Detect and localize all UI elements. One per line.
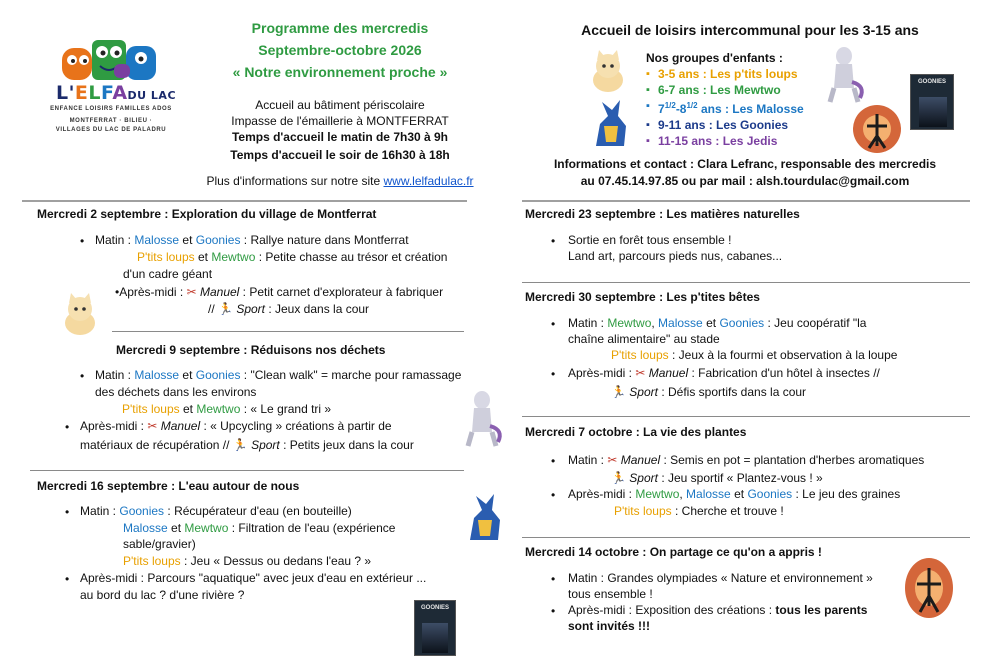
s3-line-6: au bord du lac ? d'une rivière ? — [80, 588, 245, 602]
jedi-picture — [852, 104, 902, 154]
bullet: • — [551, 317, 556, 331]
morning-hours: Temps d'accueil le matin de 7h30 à 9h — [231, 130, 449, 144]
cat-picture — [58, 290, 102, 338]
s6-line-3: Après-midi : Mewtwo, Malosse et Goonies : Le jeu des graines — [568, 487, 901, 501]
divider — [30, 470, 464, 471]
contact-line-1: Informations et contact : Clara Lefranc, responsable des mercredis — [553, 157, 937, 171]
s5-line-2: chaîne alimentaire" au stade — [568, 332, 720, 346]
s6-line-1: Matin : ✂ Manuel : Semis en pot = plantation d'herbes aromatiques — [568, 453, 925, 467]
divider — [22, 200, 467, 202]
divider — [522, 282, 970, 283]
group-goonies: ▪ 9-11 ans : Les Goonies — [646, 117, 846, 133]
s3-line-3: sable/gravier) — [123, 537, 196, 551]
program-title: Programme des mercredis — [251, 20, 429, 36]
s5-line-3: P'tits loups : Jeux à la fourmi et observation à la loupe — [611, 348, 898, 362]
s3-line-4: P'tits loups : Jeu « Dessus ou dedans l'eau ? » — [123, 554, 372, 568]
s7-line-3: Après-midi : Exposition des créations : tous les parents — [568, 603, 868, 617]
s2-line-4: Après-midi : ✂ Manuel : « Upcycling » créations à partir de — [80, 419, 392, 433]
s1-line-5: // 🏃 Sport : Jeux dans la cour — [208, 302, 370, 316]
evening-hours: Temps d'accueil le soir de 16h30 à 18h — [230, 148, 450, 162]
mewtwo-picture — [460, 386, 504, 448]
section-title-sep-30: Mercredi 30 septembre : Les p'tites bêtes — [525, 290, 760, 304]
groups-title: Nos groupes d'enfants : — [646, 51, 783, 65]
section-title-oct-14: Mercredi 14 octobre : On partage ce qu'on a appris ! — [525, 545, 822, 559]
groups-list — [646, 50, 846, 149]
mewtwo-picture — [822, 42, 866, 104]
s3-line-5: Après-midi : Parcours "aquatique" avec jeux d'eau en extérieur ... — [80, 571, 427, 585]
divider — [112, 331, 464, 332]
location-line-1: Accueil au bâtiment périscolaire — [255, 98, 425, 112]
logo-subtitle-2: MONTFERRAT · BILIEU · — [69, 118, 153, 124]
s6-line-4: P'tits loups : Cherche et trouve ! — [614, 504, 784, 518]
group-mewtwo: ▪ 6-7 ans : Les Mewtwo — [646, 82, 846, 98]
location-line-2: Impasse de l'émaillerie à MONTFERRAT — [231, 114, 449, 128]
s1-line-2: P'tits loups et Mewtwo : Petite chasse au trésor et création — [137, 250, 448, 264]
s3-line-1: Matin : Goonies : Récupérateur d'eau (en bouteille) — [80, 504, 352, 518]
goonies-poster: GOONIES — [414, 600, 456, 656]
bullet: • — [80, 369, 85, 383]
s1-line-3: d'un cadre géant — [123, 267, 213, 281]
program-period: Septembre-octobre 2026 — [258, 42, 422, 58]
group-malosse: ▪ $7^{1/2}-8^{1/2}$ ans : Les Malosse — [646, 98, 846, 117]
scissors-icon: ✂ — [635, 366, 646, 380]
s3-line-2: Malosse et Mewtwo : Filtration de l'eau (expérience — [123, 521, 396, 535]
runner-icon: 🏃 — [611, 471, 626, 485]
logo-title: L'ELFADU LAC — [55, 82, 177, 104]
bullet: • — [551, 488, 556, 502]
bullet: • — [65, 505, 70, 519]
runner-icon: 🏃 — [218, 302, 233, 316]
goonies-poster: GOONIES — [910, 74, 954, 130]
section-title-sep-23: Mercredi 23 septembre : Les matières naturelles — [525, 207, 800, 221]
divider — [522, 200, 970, 202]
s4-line-2: Land art, parcours pieds nus, cabanes... — [568, 249, 783, 263]
section-title-sep-16: Mercredi 16 septembre : L'eau autour de nous — [37, 479, 300, 493]
section-title-sep-2: Mercredi 2 septembre : Exploration du village de Montferrat — [37, 207, 377, 221]
s7-line-1: Matin : Grandes olympiades « Nature et environnement » — [568, 571, 873, 585]
contact-line-2: au 07.45.14.97.85 ou par mail : alsh.tourdulac@gmail.com — [580, 174, 910, 188]
runner-icon: 🏃 — [611, 385, 626, 399]
scissors-icon: ✂ — [186, 285, 197, 299]
bullet: • — [65, 572, 70, 586]
s2-line-5: matériaux de récupération // 🏃 Sport : Petits jeux dans la cour — [80, 438, 414, 452]
runner-icon: 🏃 — [232, 438, 248, 452]
bullet: • — [80, 234, 85, 248]
cat-picture — [586, 48, 630, 94]
logo-subtitle-3: VILLAGES DU LAC DE PALADRU — [55, 127, 167, 133]
blue-creature-picture — [462, 490, 508, 546]
s5-line-1: Matin : Mewtwo, Malosse et Goonies : Jeu coopératif "la — [568, 316, 867, 330]
program-theme: « Notre environnement proche » — [232, 64, 448, 80]
jedi-picture — [904, 556, 954, 620]
bullet: • — [551, 234, 556, 248]
bullet: • — [551, 604, 556, 618]
s5-line-4: Après-midi : ✂ Manuel : Fabrication d'un hôtel à insectes // — [568, 366, 880, 380]
s1-line-4: •Après-midi : ✂ Manuel : Petit carnet d'explorateur à fabriquer — [115, 285, 444, 299]
s5-line-5: 🏃 Sport : Défis sportifs dans la cour — [611, 385, 807, 399]
s1-line-1: Matin : Malosse et Goonies : Rallye nature dans Montferrat — [95, 233, 409, 247]
divider — [522, 416, 970, 417]
elfa-logo — [36, 34, 186, 134]
right-title: Accueil de loisirs intercommunal pour les 3-15 ans — [581, 22, 919, 38]
section-title-sep-9: Mercredi 9 septembre : Réduisons nos déchets — [116, 343, 386, 357]
bullet: • — [551, 572, 556, 586]
divider — [522, 537, 970, 538]
s7-line-2: tous ensemble ! — [568, 587, 653, 601]
s2-line-2: des déchets dans les environs — [95, 385, 257, 399]
s2-line-3: P'tits loups et Mewtwo : « Le grand tri » — [122, 402, 332, 416]
group-ptits-loups: ▪ 3-5 ans : Les p'tits loups — [646, 66, 846, 82]
s7-line-4: sont invités !!! — [568, 619, 651, 633]
bullet: • — [551, 367, 556, 381]
s4-line-1: Sortie en forêt tous ensemble ! — [568, 233, 732, 247]
section-title-oct-7: Mercredi 7 octobre : La vie des plantes — [525, 425, 747, 439]
website-link[interactable]: www.lelfadulac.fr — [383, 174, 474, 188]
group-jedis: ▪ 11-15 ans : Les Jedis — [646, 133, 846, 149]
bullet: • — [551, 454, 556, 468]
bullet: • — [65, 420, 70, 434]
blue-creature-picture — [588, 96, 634, 152]
scissors-icon: ✂ — [607, 453, 618, 467]
logo-subtitle-1: ENFANCE LOISIRS FAMILLES ADOS — [50, 106, 172, 112]
scissors-icon: ✂ — [147, 419, 158, 433]
info-line: Plus d'informations sur notre site www.lelfadulac.fr — [206, 174, 474, 188]
s6-line-2: 🏃 Sport : Jeu sportif « Plantez-vous ! » — [611, 471, 823, 485]
monsters-illustration — [56, 34, 166, 82]
s2-line-1: Matin : Malosse et Goonies : "Clean walk" = marche pour ramassage — [95, 368, 462, 382]
